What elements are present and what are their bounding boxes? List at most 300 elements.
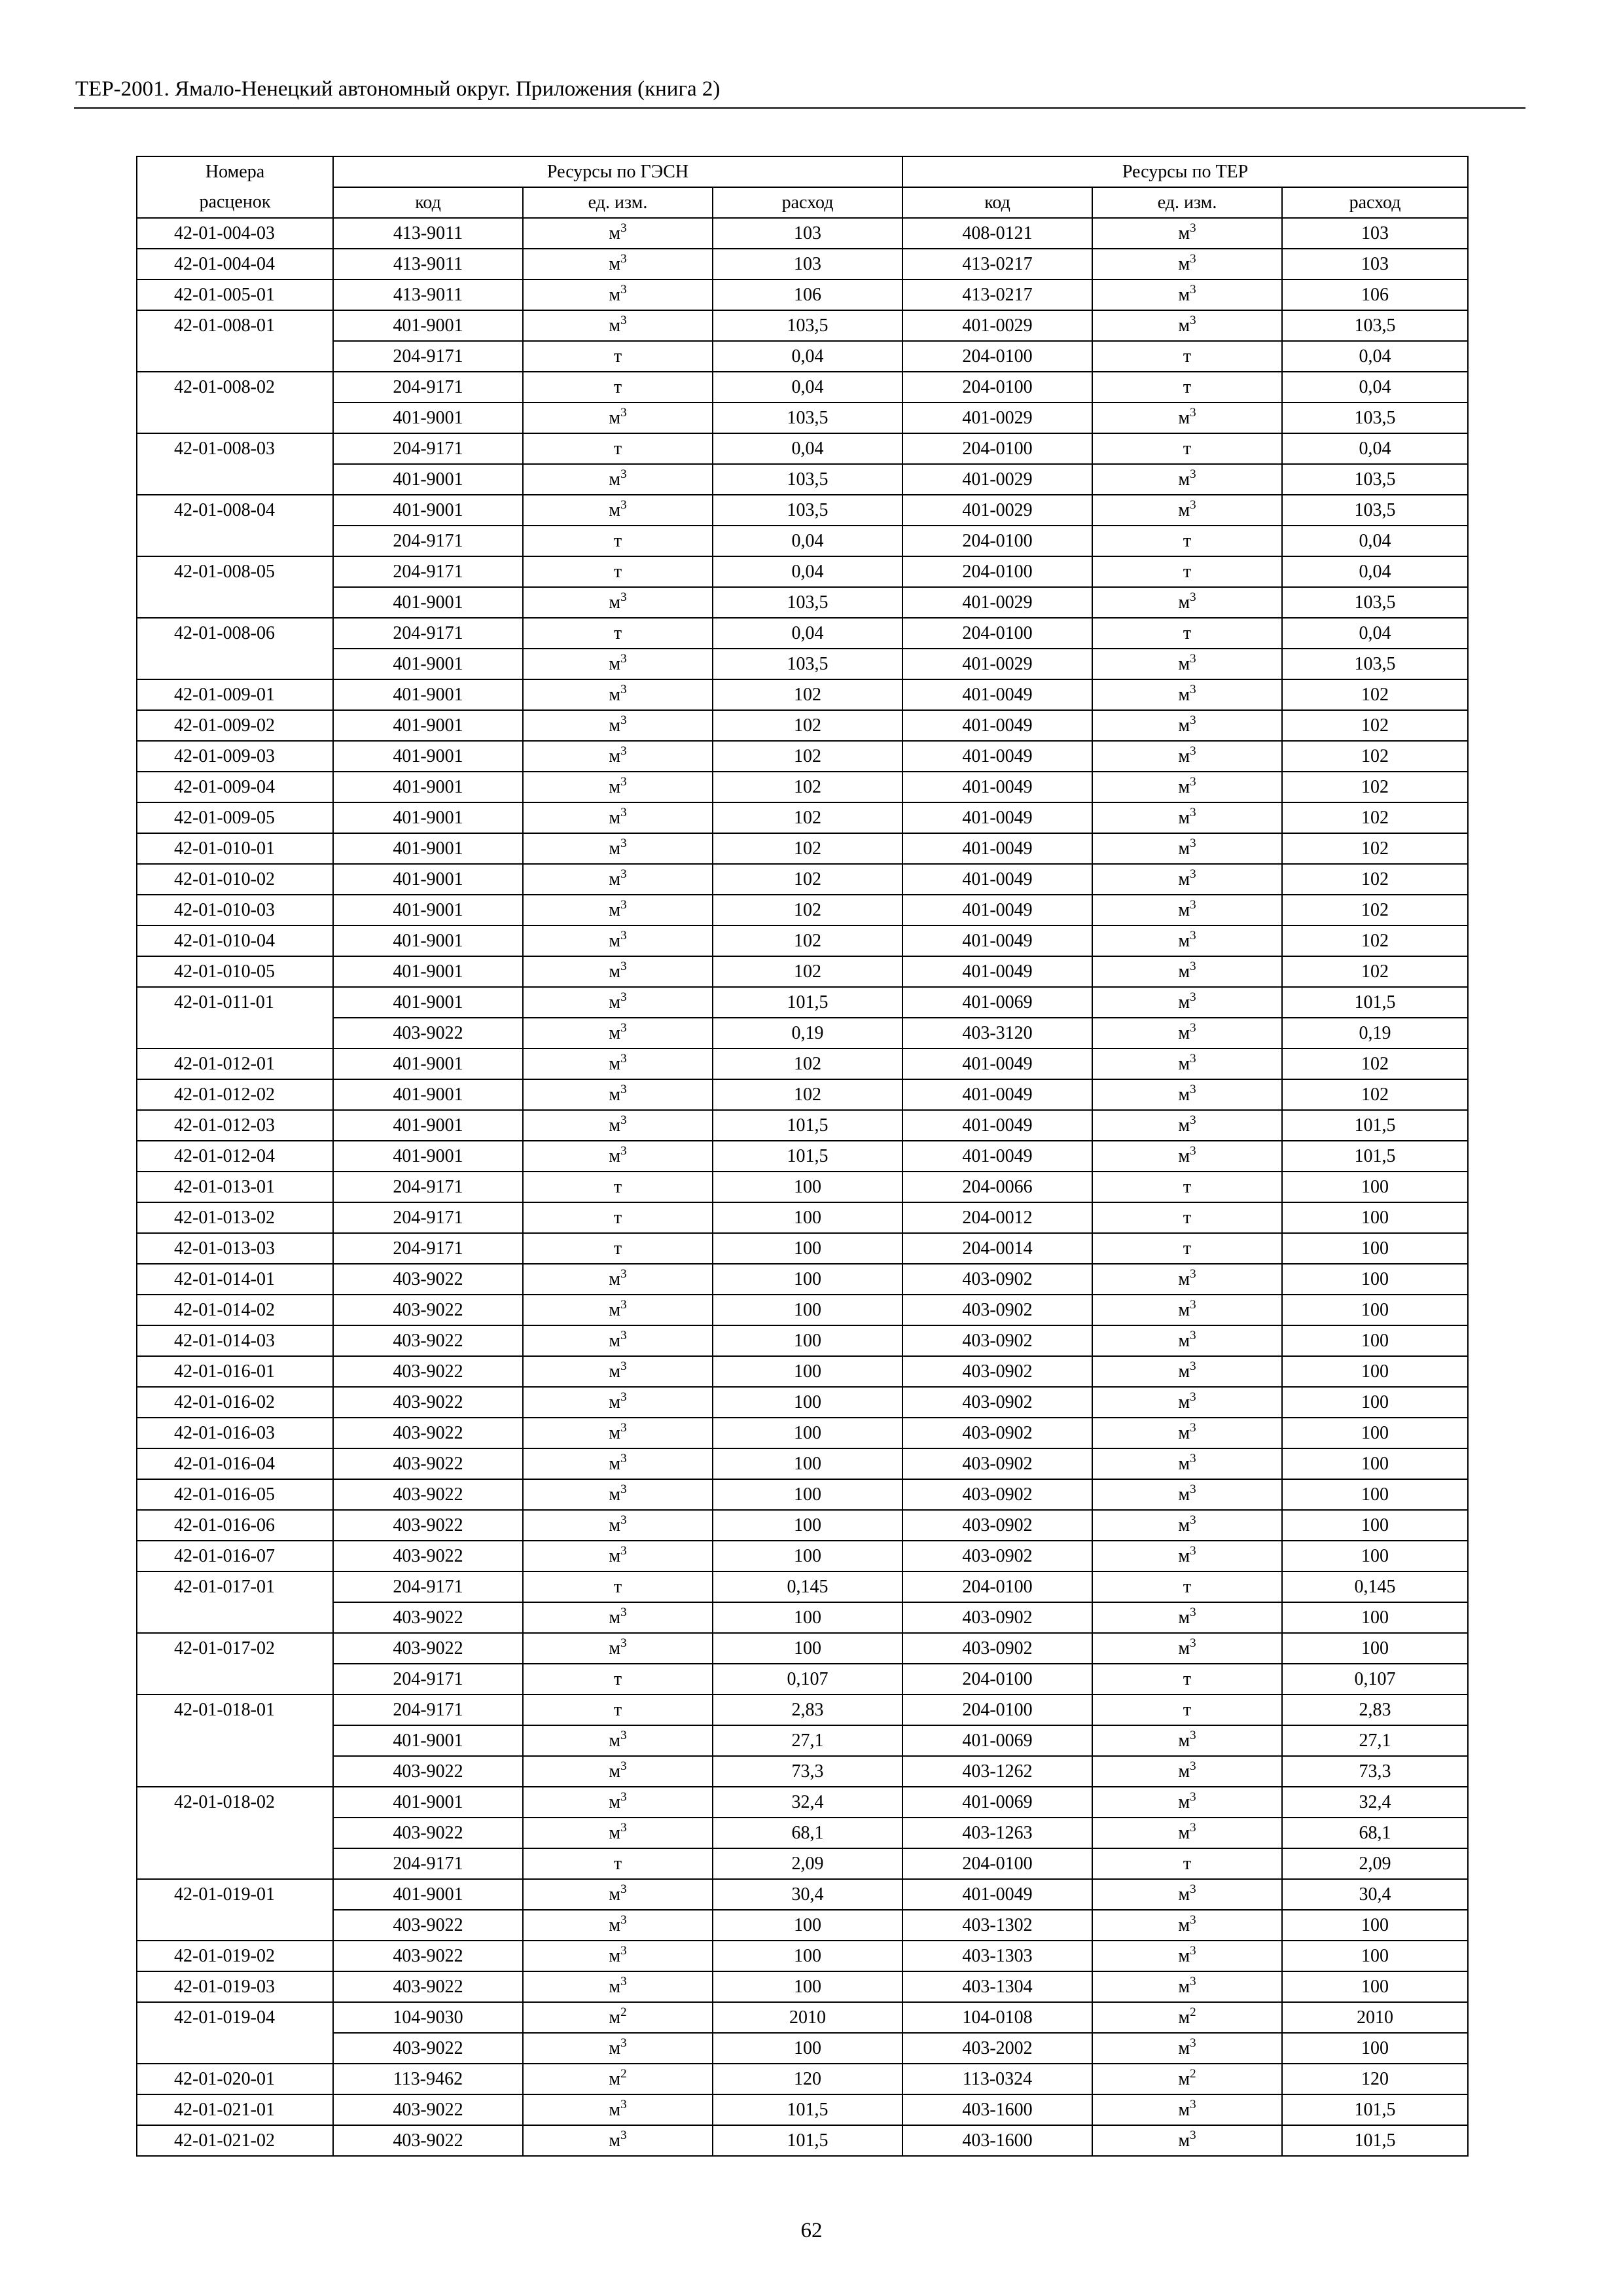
gesn-code-cell: 403-9022 [333, 1264, 523, 1295]
ter-unit-cell: $м^3$ [1092, 495, 1282, 526]
table-row [137, 2125, 1468, 2156]
row-number-cell: 42-01-008-06 [137, 618, 333, 649]
gesn-code-cell: 403-9022 [333, 1448, 523, 1479]
table-row [137, 2064, 1468, 2094]
table-row [137, 556, 1468, 587]
header-rascenok: расценок [137, 187, 333, 218]
gesn-code-cell: 204-9171 [333, 1233, 523, 1264]
ter-amount-cell: 101,5 [1282, 1141, 1468, 1172]
row-number-cell [137, 1018, 333, 1049]
row-number-cell [137, 1756, 333, 1787]
row-number-cell: 42-01-019-04 [137, 2002, 333, 2033]
gesn-unit-cell: $м^3$ [523, 1725, 713, 1756]
ter-code-cell: 401-0069 [902, 1725, 1092, 1756]
gesn-code-cell: 204-9171 [333, 1664, 523, 1695]
table-row [137, 1387, 1468, 1418]
gesn-unit-cell: $м^3$ [523, 1387, 713, 1418]
ter-unit-cell: $м^3$ [1092, 833, 1282, 864]
gesn-unit-cell: $м^3$ [523, 649, 713, 679]
gesn-unit-cell: $м^2$ [523, 2064, 713, 2094]
ter-unit-cell: $м^2$ [1092, 2002, 1282, 2033]
gesn-unit-cell: т [523, 1571, 713, 1602]
gesn-amount-cell: 102 [713, 710, 902, 741]
ter-unit-cell: т [1092, 1664, 1282, 1695]
gesn-amount-cell: 102 [713, 833, 902, 864]
table-row [137, 341, 1468, 372]
gesn-amount-cell: 100 [713, 2033, 902, 2064]
ter-code-cell: 204-0100 [902, 1571, 1092, 1602]
gesn-amount-cell: 103,5 [713, 649, 902, 679]
table-row [137, 1633, 1468, 1664]
gesn-amount-cell: 100 [713, 1295, 902, 1325]
ter-unit-cell: $м^3$ [1092, 1018, 1282, 1049]
ter-unit-cell: $м^3$ [1092, 1756, 1282, 1787]
ter-amount-cell: 100 [1282, 1233, 1468, 1264]
gesn-amount-cell: 100 [713, 1633, 902, 1664]
ter-code-cell: 401-0029 [902, 649, 1092, 679]
ter-code-cell: 403-1600 [902, 2125, 1092, 2156]
table-row [137, 464, 1468, 495]
ter-code-cell: 401-0029 [902, 403, 1092, 433]
gesn-code-cell: 401-9001 [333, 1787, 523, 1818]
ter-code-cell: 104-0108 [902, 2002, 1092, 2033]
ter-amount-cell: 102 [1282, 864, 1468, 895]
ter-code-cell: 204-0014 [902, 1233, 1092, 1264]
gesn-unit-cell: $м^3$ [523, 1879, 713, 1910]
ter-code-cell: 204-0100 [902, 1695, 1092, 1725]
gesn-code-cell: 401-9001 [333, 403, 523, 433]
ter-amount-cell: 102 [1282, 956, 1468, 987]
ter-unit-cell: $м^3$ [1092, 710, 1282, 741]
ter-code-cell: 204-0100 [902, 618, 1092, 649]
row-number-cell: 42-01-014-01 [137, 1264, 333, 1295]
gesn-unit-cell: $м^3$ [523, 2125, 713, 2156]
ter-code-cell: 403-2002 [902, 2033, 1092, 2064]
gesn-code-cell: 403-9022 [333, 1387, 523, 1418]
gesn-unit-cell: $м^3$ [523, 956, 713, 987]
ter-amount-cell: 2,09 [1282, 1848, 1468, 1879]
ter-code-cell: 401-0069 [902, 1787, 1092, 1818]
ter-unit-cell: $м^3$ [1092, 1941, 1282, 1971]
gesn-unit-cell: $м^3$ [523, 464, 713, 495]
ter-code-cell: 204-0100 [902, 341, 1092, 372]
gesn-amount-cell: 68,1 [713, 1818, 902, 1848]
gesn-unit-cell: $м^3$ [523, 310, 713, 341]
ter-amount-cell: 102 [1282, 1079, 1468, 1110]
ter-unit-cell: т [1092, 1848, 1282, 1879]
ter-amount-cell: 100 [1282, 1325, 1468, 1356]
ter-amount-cell: 100 [1282, 1910, 1468, 1941]
ter-amount-cell: 0,04 [1282, 618, 1468, 649]
ter-amount-cell: 101,5 [1282, 2094, 1468, 2125]
ter-amount-cell: 100 [1282, 1633, 1468, 1664]
ter-unit-cell: $м^3$ [1092, 1325, 1282, 1356]
ter-code-cell: 401-0049 [902, 1141, 1092, 1172]
gesn-code-cell: 204-9171 [333, 1172, 523, 1202]
row-number-cell: 42-01-017-02 [137, 1633, 333, 1664]
ter-amount-cell: 0,145 [1282, 1571, 1468, 1602]
gesn-amount-cell: 102 [713, 864, 902, 895]
gesn-unit-cell: $м^3$ [523, 1448, 713, 1479]
ter-amount-cell: 73,3 [1282, 1756, 1468, 1787]
ter-amount-cell: 106 [1282, 279, 1468, 310]
row-number-cell [137, 464, 333, 495]
ter-unit-cell: $м^3$ [1092, 1418, 1282, 1448]
ter-amount-cell: 0,107 [1282, 1664, 1468, 1695]
gesn-code-cell: 403-9022 [333, 1633, 523, 1664]
row-number-cell: 42-01-008-03 [137, 433, 333, 464]
ter-code-cell: 401-0029 [902, 587, 1092, 618]
gesn-code-cell: 401-9001 [333, 587, 523, 618]
gesn-amount-cell: 100 [713, 1541, 902, 1571]
gesn-code-cell: 403-9022 [333, 1756, 523, 1787]
gesn-amount-cell: 0,04 [713, 341, 902, 372]
ter-amount-cell: 100 [1282, 1418, 1468, 1448]
gesn-amount-cell: 120 [713, 2064, 902, 2094]
gesn-amount-cell: 100 [713, 1910, 902, 1941]
ter-amount-cell: 100 [1282, 1202, 1468, 1233]
table-row [137, 1448, 1468, 1479]
row-number-cell [137, 341, 333, 372]
ter-code-cell: 408-0121 [902, 218, 1092, 249]
gesn-unit-cell: $м^3$ [523, 833, 713, 864]
row-number-cell: 42-01-010-05 [137, 956, 333, 987]
gesn-code-cell: 401-9001 [333, 772, 523, 802]
gesn-unit-cell: $м^3$ [523, 1941, 713, 1971]
ter-code-cell: 401-0029 [902, 464, 1092, 495]
gesn-unit-cell: $м^3$ [523, 1356, 713, 1387]
ter-amount-cell: 2,83 [1282, 1695, 1468, 1725]
ter-amount-cell: 100 [1282, 1510, 1468, 1541]
row-number-cell: 42-01-011-01 [137, 987, 333, 1018]
gesn-amount-cell: 100 [713, 1387, 902, 1418]
ter-amount-cell: 0,04 [1282, 526, 1468, 556]
gesn-amount-cell: 0,145 [713, 1571, 902, 1602]
ter-unit-cell: $м^3$ [1092, 1141, 1282, 1172]
row-number-cell [137, 1602, 333, 1633]
ter-code-cell: 401-0049 [902, 1879, 1092, 1910]
ter-amount-cell: 100 [1282, 1172, 1468, 1202]
gesn-unit-cell: т [523, 1664, 713, 1695]
row-number-cell: 42-01-008-01 [137, 310, 333, 341]
table-row [137, 618, 1468, 649]
gesn-code-cell: 204-9171 [333, 1202, 523, 1233]
gesn-amount-cell: 100 [713, 1448, 902, 1479]
gesn-amount-cell: 102 [713, 679, 902, 710]
gesn-code-cell: 403-9022 [333, 1356, 523, 1387]
ter-unit-cell: $м^3$ [1092, 1479, 1282, 1510]
ter-amount-cell: 0,04 [1282, 556, 1468, 587]
header-nomera: Номера [137, 156, 333, 187]
gesn-amount-cell: 0,04 [713, 556, 902, 587]
gesn-amount-cell: 102 [713, 925, 902, 956]
row-number-cell: 42-01-019-03 [137, 1971, 333, 2002]
ter-unit-cell: $м^3$ [1092, 1541, 1282, 1571]
ter-code-cell: 403-0902 [902, 1325, 1092, 1356]
ter-amount-cell: 100 [1282, 1941, 1468, 1971]
gesn-code-cell: 401-9001 [333, 895, 523, 925]
gesn-amount-cell: 102 [713, 956, 902, 987]
gesn-unit-cell: $м^3$ [523, 1510, 713, 1541]
ter-unit-cell: $м^3$ [1092, 2033, 1282, 2064]
row-number-cell [137, 1910, 333, 1941]
table-row [137, 1756, 1468, 1787]
gesn-unit-cell: $м^3$ [523, 1079, 713, 1110]
ter-amount-cell: 101,5 [1282, 987, 1468, 1018]
gesn-unit-cell: т [523, 341, 713, 372]
ter-unit-cell: $м^3$ [1092, 218, 1282, 249]
gesn-unit-cell: $м^3$ [523, 1418, 713, 1448]
row-number-cell: 42-01-019-01 [137, 1879, 333, 1910]
row-number-cell: 42-01-012-03 [137, 1110, 333, 1141]
gesn-code-cell: 401-9001 [333, 1049, 523, 1079]
table-row [137, 1910, 1468, 1941]
table-header [137, 156, 1468, 218]
ter-amount-cell: 120 [1282, 2064, 1468, 2094]
gesn-unit-cell: $м^3$ [523, 1141, 713, 1172]
ter-amount-cell: 102 [1282, 679, 1468, 710]
row-number-cell: 42-01-012-01 [137, 1049, 333, 1079]
gesn-code-cell: 204-9171 [333, 341, 523, 372]
gesn-code-cell: 401-9001 [333, 741, 523, 772]
table-row [137, 526, 1468, 556]
gesn-amount-cell: 100 [713, 1941, 902, 1971]
gesn-amount-cell: 30,4 [713, 1879, 902, 1910]
row-number-cell: 42-01-016-02 [137, 1387, 333, 1418]
gesn-code-cell: 401-9001 [333, 464, 523, 495]
gesn-amount-cell: 101,5 [713, 2094, 902, 2125]
ter-code-cell: 204-0100 [902, 1848, 1092, 1879]
gesn-unit-cell: $м^3$ [523, 1971, 713, 2002]
gesn-code-cell: 401-9001 [333, 1725, 523, 1756]
row-number-cell: 42-01-005-01 [137, 279, 333, 310]
gesn-amount-cell: 0,107 [713, 1664, 902, 1695]
row-number-cell: 42-01-019-02 [137, 1941, 333, 1971]
ter-unit-cell: $м^3$ [1092, 1510, 1282, 1541]
gesn-code-cell: 204-9171 [333, 526, 523, 556]
table-row [137, 1602, 1468, 1633]
ter-unit-cell: $м^3$ [1092, 1356, 1282, 1387]
row-number-cell [137, 649, 333, 679]
ter-unit-cell: $м^3$ [1092, 1971, 1282, 2002]
table-row [137, 1818, 1468, 1848]
row-number-cell [137, 403, 333, 433]
ter-code-cell: 204-0100 [902, 433, 1092, 464]
ter-code-cell: 403-1304 [902, 1971, 1092, 2002]
gesn-code-cell: 204-9171 [333, 372, 523, 403]
gesn-amount-cell: 102 [713, 1049, 902, 1079]
gesn-code-cell: 401-9001 [333, 679, 523, 710]
gesn-code-cell: 113-9462 [333, 2064, 523, 2094]
ter-amount-cell: 102 [1282, 833, 1468, 864]
row-number-cell [137, 2033, 333, 2064]
ter-amount-cell: 100 [1282, 1356, 1468, 1387]
page-number: 62 [800, 2219, 823, 2242]
ter-unit-cell: $м^3$ [1092, 1079, 1282, 1110]
table-row [137, 649, 1468, 679]
gesn-code-cell: 403-9022 [333, 1479, 523, 1510]
ter-amount-cell: 103,5 [1282, 649, 1468, 679]
row-number-cell: 42-01-018-01 [137, 1695, 333, 1725]
ter-unit-cell: т [1092, 1233, 1282, 1264]
gesn-unit-cell: $м^3$ [523, 279, 713, 310]
ter-amount-cell: 0,04 [1282, 341, 1468, 372]
gesn-unit-cell: $м^3$ [523, 710, 713, 741]
ter-unit-cell: $м^3$ [1092, 895, 1282, 925]
ter-code-cell: 403-1263 [902, 1818, 1092, 1848]
ter-amount-cell: 102 [1282, 710, 1468, 741]
ter-unit-cell: $м^3$ [1092, 679, 1282, 710]
gesn-unit-cell: $м^3$ [523, 1110, 713, 1141]
gesn-amount-cell: 103,5 [713, 464, 902, 495]
gesn-amount-cell: 2,09 [713, 1848, 902, 1879]
table-row [137, 1325, 1468, 1356]
gesn-code-cell: 403-9022 [333, 1941, 523, 1971]
table-row [137, 2094, 1468, 2125]
ter-unit-cell: $м^3$ [1092, 1448, 1282, 1479]
table-row [137, 1664, 1468, 1695]
gesn-amount-cell: 2010 [713, 2002, 902, 2033]
gesn-amount-cell: 103,5 [713, 310, 902, 341]
gesn-amount-cell: 106 [713, 279, 902, 310]
gesn-unit-cell: т [523, 526, 713, 556]
table-row [137, 403, 1468, 433]
table-row [137, 1848, 1468, 1879]
gesn-amount-cell: 101,5 [713, 2125, 902, 2156]
row-number-cell: 42-01-017-01 [137, 1571, 333, 1602]
gesn-amount-cell: 100 [713, 1202, 902, 1233]
row-number-cell: 42-01-014-03 [137, 1325, 333, 1356]
table-row [137, 310, 1468, 341]
table-row [137, 1110, 1468, 1141]
ter-unit-cell: т [1092, 341, 1282, 372]
ter-amount-cell: 0,04 [1282, 433, 1468, 464]
ter-code-cell: 113-0324 [902, 2064, 1092, 2094]
table-row [137, 1479, 1468, 1510]
ter-unit-cell: $м^3$ [1092, 864, 1282, 895]
table-row [137, 833, 1468, 864]
ter-unit-cell: $м^3$ [1092, 925, 1282, 956]
ter-code-cell: 413-0217 [902, 249, 1092, 279]
row-number-cell [137, 526, 333, 556]
ter-code-cell: 401-0049 [902, 1079, 1092, 1110]
gesn-unit-cell: $м^3$ [523, 1818, 713, 1848]
table-row [137, 1695, 1468, 1725]
row-number-cell [137, 1664, 333, 1695]
row-number-cell [137, 1848, 333, 1879]
ter-amount-cell: 100 [1282, 1264, 1468, 1295]
row-number-cell: 42-01-018-02 [137, 1787, 333, 1818]
row-number-cell: 42-01-009-05 [137, 802, 333, 833]
ter-unit-cell: $м^3$ [1092, 1110, 1282, 1141]
table-row [137, 1941, 1468, 1971]
ter-code-cell: 401-0049 [902, 772, 1092, 802]
gesn-unit-cell: $м^3$ [523, 1756, 713, 1787]
gesn-amount-cell: 100 [713, 1971, 902, 2002]
table-row [137, 249, 1468, 279]
table-row [137, 925, 1468, 956]
table-row [137, 1418, 1468, 1448]
ter-code-cell: 401-0049 [902, 864, 1092, 895]
table-row [137, 1202, 1468, 1233]
table-row [137, 587, 1468, 618]
table-row [137, 895, 1468, 925]
ter-unit-cell: т [1092, 526, 1282, 556]
ter-amount-cell: 101,5 [1282, 1110, 1468, 1141]
gesn-unit-cell: т [523, 433, 713, 464]
ter-unit-cell: т [1092, 433, 1282, 464]
gesn-code-cell: 401-9001 [333, 1879, 523, 1910]
header-ter-ed: ед. изм. [1092, 187, 1282, 218]
gesn-amount-cell: 0,19 [713, 1018, 902, 1049]
row-number-cell: 42-01-010-02 [137, 864, 333, 895]
table-row [137, 679, 1468, 710]
ter-unit-cell: $м^3$ [1092, 1633, 1282, 1664]
ter-amount-cell: 103,5 [1282, 310, 1468, 341]
gesn-code-cell: 401-9001 [333, 1141, 523, 1172]
gesn-code-cell: 403-9022 [333, 2094, 523, 2125]
ter-amount-cell: 102 [1282, 802, 1468, 833]
table-row [137, 1233, 1468, 1264]
table-row [137, 1356, 1468, 1387]
header-gesn-group: Ресурсы по ГЭСН [333, 156, 902, 187]
ter-unit-cell: т [1092, 1695, 1282, 1725]
ter-code-cell: 403-3120 [902, 1018, 1092, 1049]
ter-code-cell: 403-0902 [902, 1387, 1092, 1418]
ter-amount-cell: 103,5 [1282, 403, 1468, 433]
ter-amount-cell: 100 [1282, 1971, 1468, 2002]
row-number-cell [137, 587, 333, 618]
table-row [137, 1295, 1468, 1325]
ter-code-cell: 403-0902 [902, 1541, 1092, 1571]
ter-unit-cell: $м^3$ [1092, 1725, 1282, 1756]
ter-amount-cell: 27,1 [1282, 1725, 1468, 1756]
gesn-amount-cell: 102 [713, 741, 902, 772]
ter-code-cell: 204-0100 [902, 556, 1092, 587]
ter-unit-cell: $м^3$ [1092, 587, 1282, 618]
gesn-unit-cell: $м^3$ [523, 1264, 713, 1295]
gesn-unit-cell: $м^3$ [523, 864, 713, 895]
ter-unit-cell: $м^3$ [1092, 1264, 1282, 1295]
gesn-amount-cell: 102 [713, 895, 902, 925]
gesn-code-cell: 401-9001 [333, 710, 523, 741]
ter-unit-cell: $м^3$ [1092, 1602, 1282, 1633]
gesn-unit-cell: $м^3$ [523, 1633, 713, 1664]
ter-amount-cell: 100 [1282, 2033, 1468, 2064]
ter-amount-cell: 100 [1282, 1602, 1468, 1633]
gesn-amount-cell: 73,3 [713, 1756, 902, 1787]
row-number-cell: 42-01-021-01 [137, 2094, 333, 2125]
ter-unit-cell: $м^3$ [1092, 279, 1282, 310]
table-row [137, 1510, 1468, 1541]
ter-unit-cell: $м^3$ [1092, 249, 1282, 279]
row-number-cell: 42-01-010-01 [137, 833, 333, 864]
ter-unit-cell: $м^3$ [1092, 1295, 1282, 1325]
gesn-amount-cell: 101,5 [713, 1110, 902, 1141]
gesn-amount-cell: 27,1 [713, 1725, 902, 1756]
gesn-code-cell: 413-9011 [333, 279, 523, 310]
table-row [137, 1018, 1468, 1049]
gesn-code-cell: 403-9022 [333, 1818, 523, 1848]
gesn-unit-cell: т [523, 1695, 713, 1725]
gesn-code-cell: 401-9001 [333, 495, 523, 526]
gesn-unit-cell: т [523, 1202, 713, 1233]
ter-code-cell: 401-0049 [902, 1110, 1092, 1141]
table-row [137, 1141, 1468, 1172]
ter-unit-cell: т [1092, 1202, 1282, 1233]
ter-amount-cell: 100 [1282, 1541, 1468, 1571]
gesn-unit-cell: $м^3$ [523, 772, 713, 802]
